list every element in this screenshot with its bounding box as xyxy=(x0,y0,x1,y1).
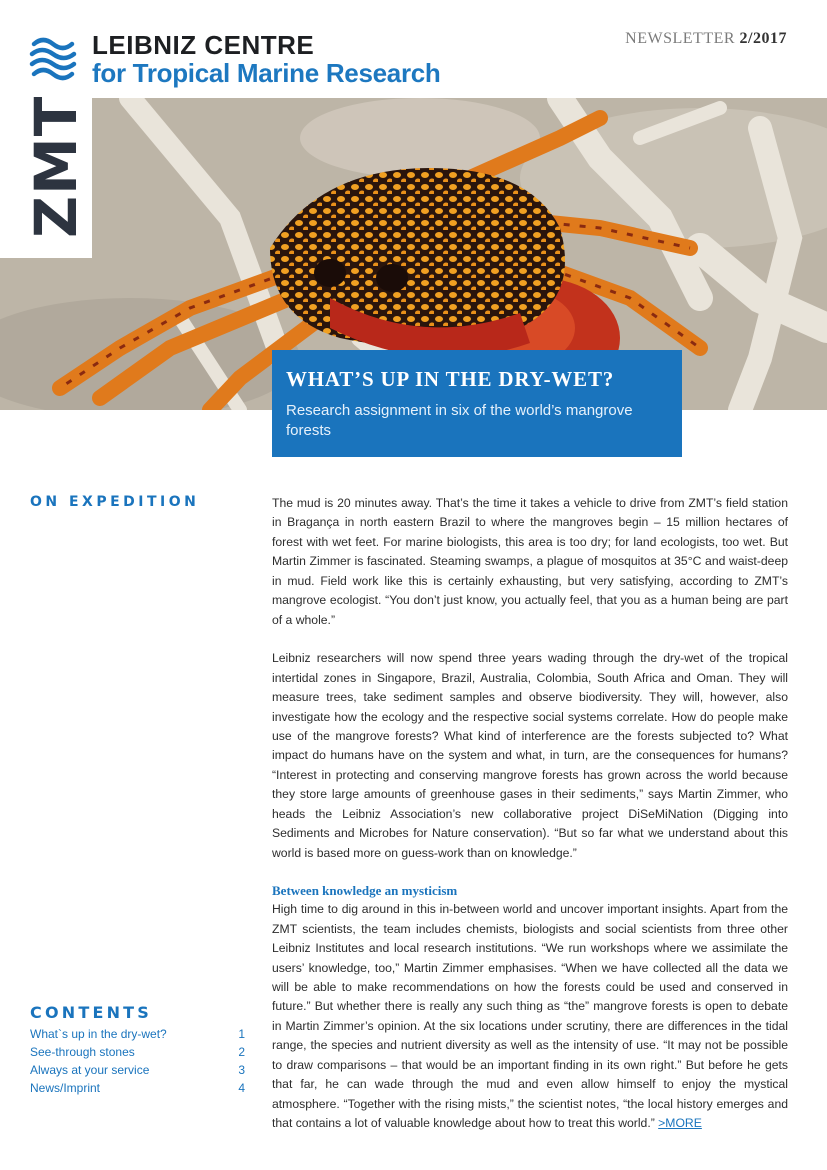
article-subheading: Between knowledge an mysticism xyxy=(272,883,458,899)
contents-heading: CONTENTS xyxy=(30,1003,153,1022)
newsletter-issue: 2/2017 xyxy=(739,30,787,47)
contents-item[interactable] xyxy=(30,1025,245,1043)
article-paragraph: The mud is 20 minutes away. That’s the time it takes a vehicle to drive from ZMT’s field station in Bragança in north eastern Brazil to where the mangroves begin – 15 million hectares of forest with wet feet. For marine biologists, this area is too dry; for land ecologists, too wet. But Martin Zimmer is fascinated. Steaming swamps, a plague of mosquitos at 35°C and waist-deep in mud. Field work like this is certainly exhausting, but very satisfying, according to ZMT’s mangrove ecologist. “You don’t just know, you actually feel, that you as a human being are part of a whole.” xyxy=(272,496,788,627)
contents-item-label[interactable]: Always at your service xyxy=(30,1063,150,1077)
contents-list xyxy=(30,1025,245,1097)
contents-item-page: 2 xyxy=(238,1045,245,1059)
article-body xyxy=(272,494,788,1134)
contents-item-label[interactable]: News/Imprint xyxy=(30,1081,101,1095)
more-link[interactable]: >MORE xyxy=(658,1116,702,1131)
zmt-wave-logo-icon xyxy=(28,30,78,86)
contents-item-label[interactable]: What`s up in the dry-wet? xyxy=(30,1027,167,1041)
article-paragraph-text: High time to dig around in this in-between world and uncover important insights. Apart from the ZMT scientists, the team includes chemists, biologists and social scientists from three other Leibniz Institutes and local research institutions. “We run workshops where we assimilate the users’ knowledge, too,” Martin Zimmer emphasises. “When we have collected all the data we will be able to make recommendations on how the forests could be used and conserved in future.” But whether there is really any such thing as “the” mangrove forests is open to debate in Martin Zimmer’s opinion. At the six locations under scrutiny, there are differences in the tidal range, the species and nutrient diversity as well as the intensity of use. “It may not be possible to draw comparisons – that would be an important finding in its own right.” But before he gets that far, he can wade through the mud and even allow himself to enjoy the mystical atmosphere. “Together with the rising mists,” the scientist notes, “the local history emerges and that contains a lot of valuable knowledge about how to treat this world.” xyxy=(272,902,788,1131)
contents-item[interactable] xyxy=(30,1043,245,1061)
contents-item-label[interactable]: See-through stones xyxy=(30,1045,135,1059)
org-name-line2: for Tropical Marine Research xyxy=(92,58,441,88)
newsletter-issue-tag xyxy=(625,30,787,48)
contents-item[interactable] xyxy=(30,1079,245,1097)
headline-box xyxy=(272,350,682,457)
contents-item[interactable] xyxy=(30,1061,245,1079)
contents-item-page: 1 xyxy=(238,1027,245,1041)
org-name-line1: LEIBNIZ CENTRE xyxy=(92,30,315,60)
article-paragraph: Leibniz researchers will now spend three years wading through the dry-wet of the tropical intertidal zones in Singapore, Brazil, Australia, Colombia, South Africa and Oman. They will measure trees, take sediment samples and observe biodiversity. They will, however, also investigate how the ecology and the respective social systems correlate. How do people make use of the mangrove forests? What kind of interference are the forests subjected to? What impact do humans have on the system and what, in turn, are the consequences for humans? “Interest in protecting and conserving mangrove forests has grown across the world because they store large amounts of greenhouse gases in their sediments,” says Martin Zimmer, who heads the Leibniz Association’s new collaborative project DiSeMiNation (Digging into Sediments and Microbes for Nature conservation). “But so far what we understand about this world is based more on guess-work than on knowledge.” xyxy=(272,651,788,860)
headline: WHAT’S UP IN THE DRY-WET? xyxy=(286,367,615,391)
contents-item-page: 3 xyxy=(238,1063,245,1077)
newsletter-label: NEWSLETTER xyxy=(625,30,736,47)
contents-item-page: 4 xyxy=(238,1081,245,1095)
headline-subtitle: Research assignment in six of the world’s mangrove forests xyxy=(286,402,633,439)
article-paragraph-last xyxy=(272,900,788,1133)
section-label: ON EXPEDITION xyxy=(30,494,200,510)
zmt-logo-letters: ZMT xyxy=(22,95,90,239)
